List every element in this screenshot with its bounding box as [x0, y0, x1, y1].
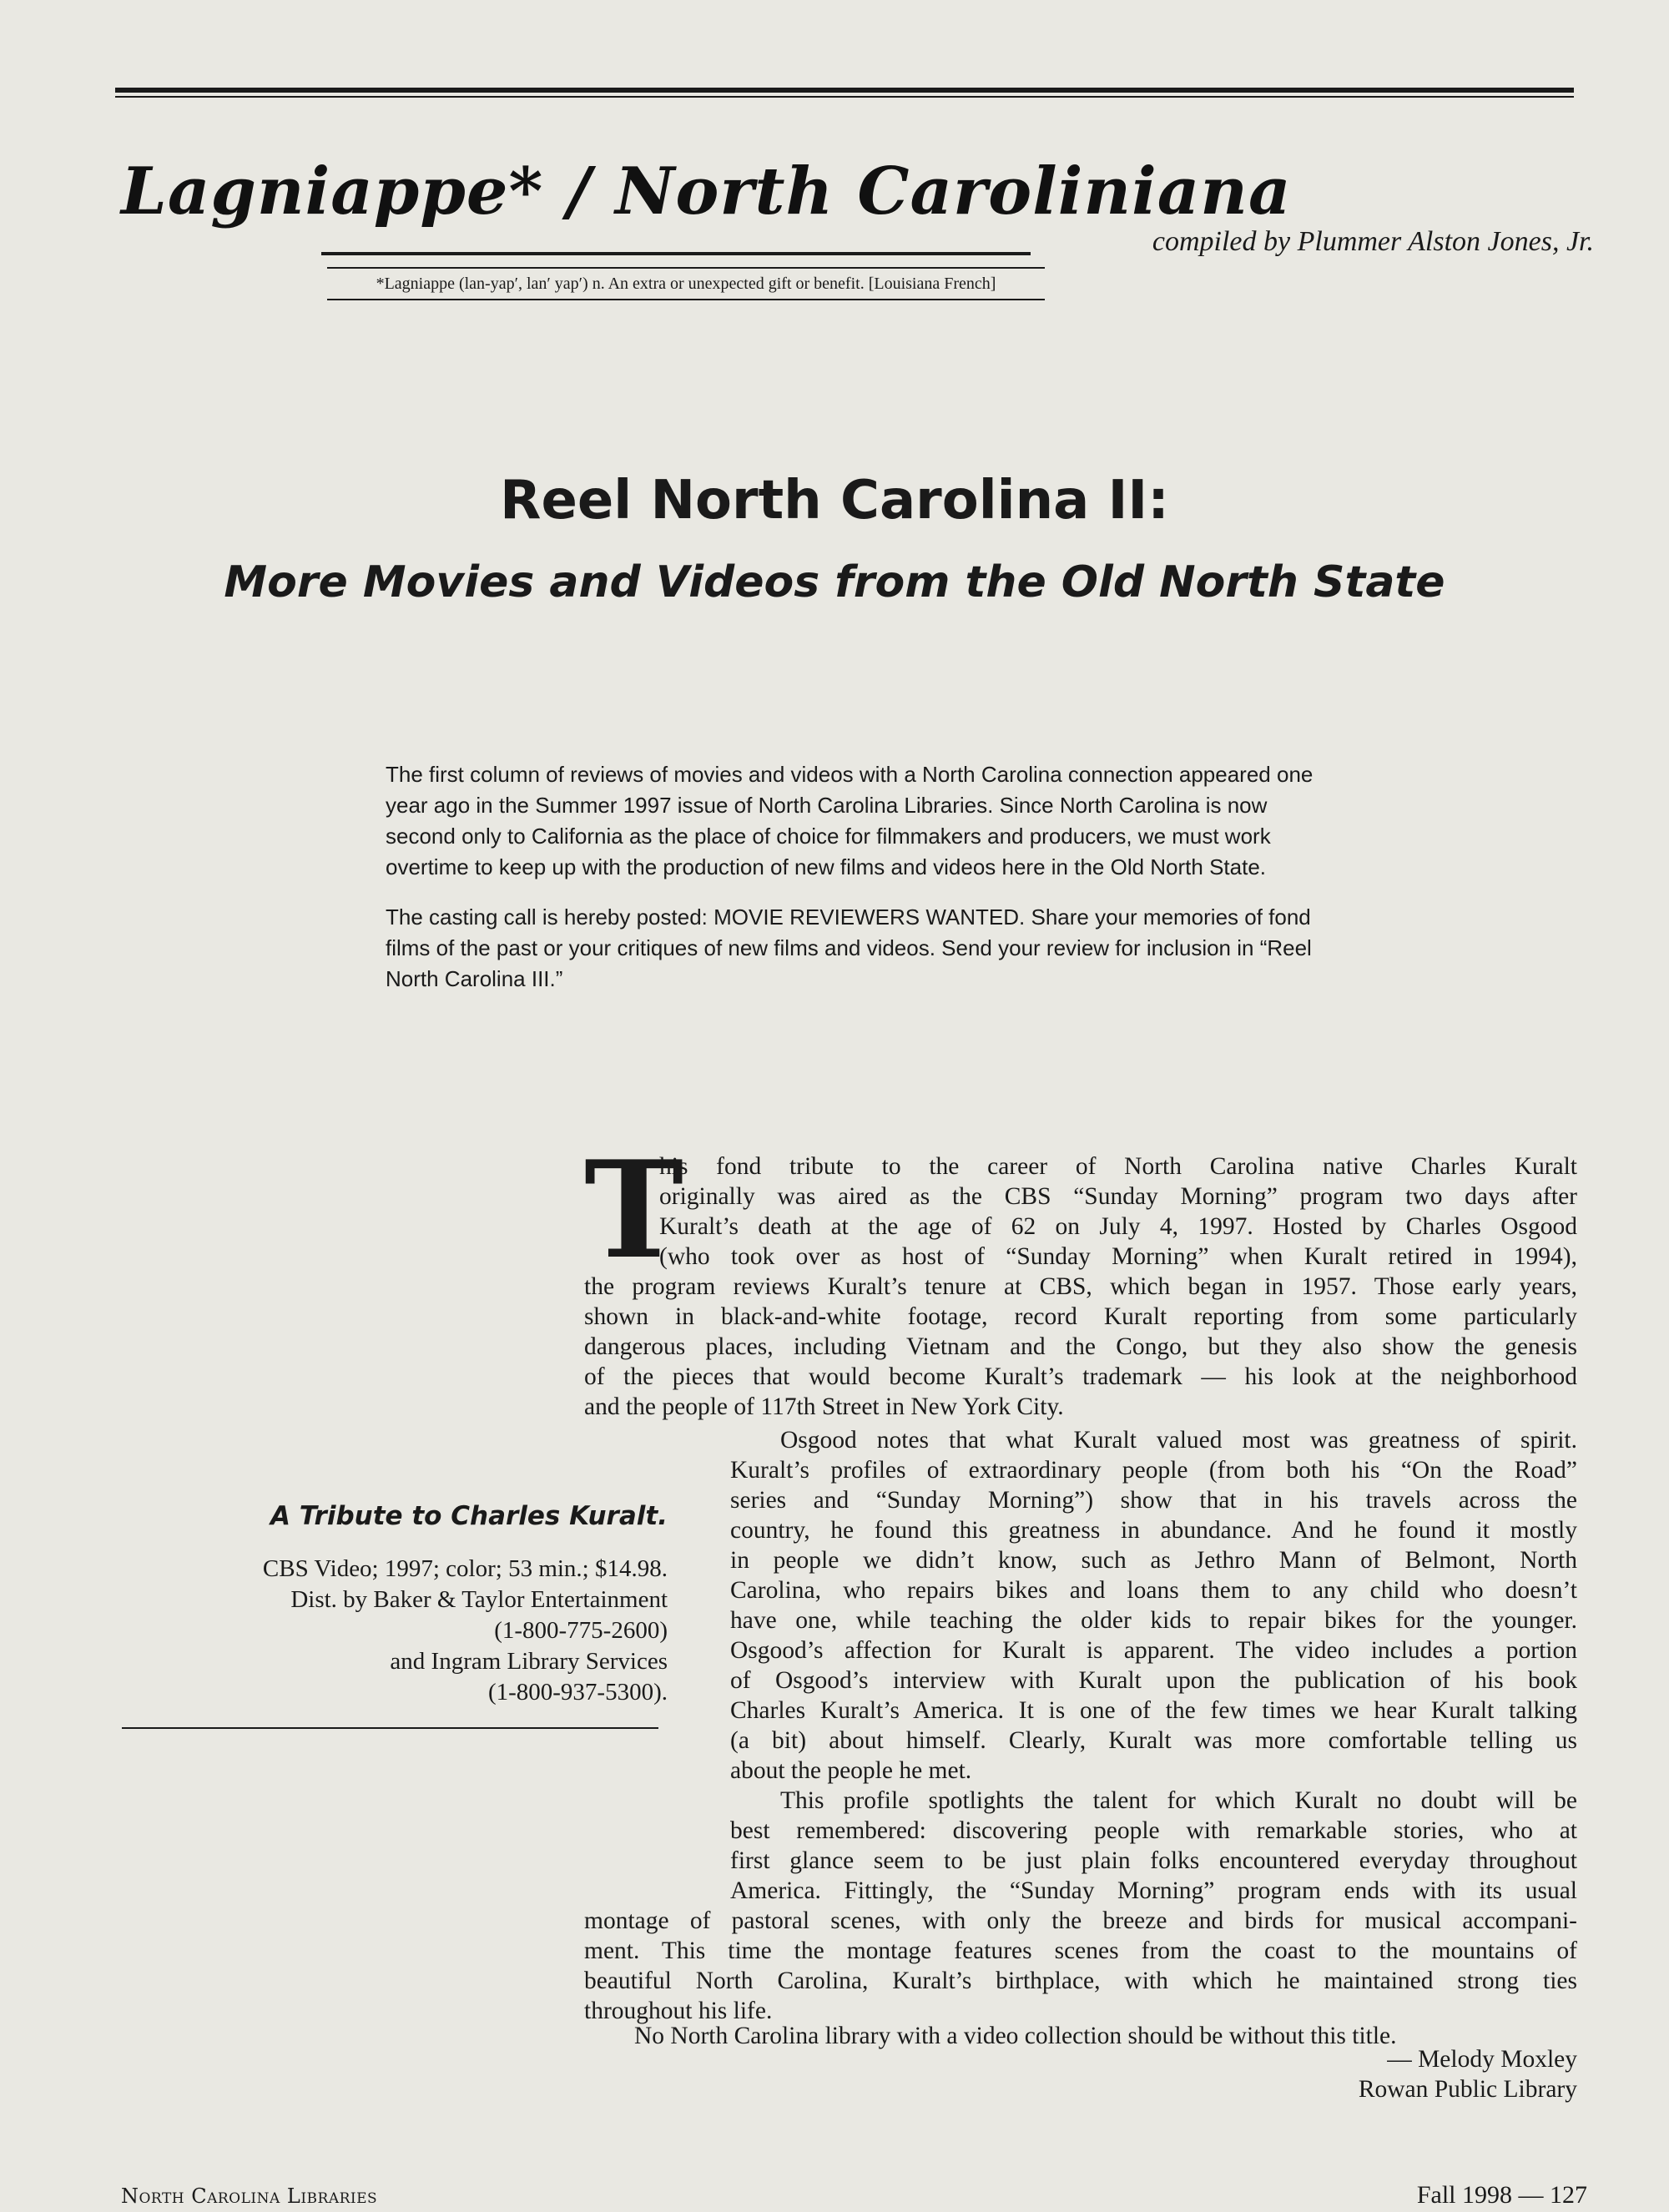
review-line: Carolina, who repairs bikes and loans them to any child who doesn’t: [730, 1577, 1577, 1604]
review-line: No North Carolina library with a video collection should be without this title.: [634, 2023, 1397, 2049]
review-line: Charles Kuralt’s America. It is one of the few times we hear Kuralt talking: [730, 1697, 1577, 1724]
review-line: his fond tribute to the career of North Carolina native Charles Kuralt: [659, 1153, 1577, 1180]
drop-cap: T: [584, 1131, 684, 1288]
review-line: have one, while teaching the older kids to repair bikes for the younger.: [730, 1607, 1577, 1634]
masthead-underline: [321, 252, 1031, 255]
citation-line: (1-800-937-5300).: [487, 1679, 668, 1706]
header-rule: [115, 88, 1574, 93]
issue-page: Fall 1998 — 127: [1416, 2181, 1587, 2209]
review-line: of Osgood’s interview with Kuralt upon the publication of his book: [730, 1667, 1577, 1694]
review-line: Osgood’s affection for Kuralt is apparent. The video includes a portion: [730, 1637, 1577, 1664]
article-subtitle: More Movies and Videos from the Old North State: [224, 557, 1445, 607]
citation-line: (1-800-775-2600): [494, 1617, 668, 1644]
review-title: A Tribute to Charles Kuralt.: [270, 1501, 668, 1531]
citation-line: and Ingram Library Services: [390, 1648, 668, 1675]
header-rule-thin: [115, 96, 1574, 98]
article-title: Reel North Carolina II:: [500, 470, 1169, 532]
review-line: Kuralt’s profiles of extraordinary people (from both his “On the Road”: [730, 1457, 1577, 1484]
review-line: originally was aired as the CBS “Sunday Morning” program two days after: [659, 1183, 1577, 1210]
review-line: country, he found this greatness in abundance. And he found it mostly: [730, 1517, 1577, 1544]
review-line: (a bit) about himself. Clearly, Kuralt was more comfortable telling us: [730, 1727, 1577, 1754]
review-line: first glance seem to be just plain folks encountered everyday throughout: [730, 1847, 1577, 1874]
journal-name: North Carolina Libraries: [121, 2184, 378, 2208]
compiled-by: compiled by Plummer Alston Jones, Jr.: [1152, 226, 1594, 257]
review-line: beautiful North Carolina, Kuralt’s birthplace, with which he maintained strong ties: [584, 1968, 1577, 1994]
sidebar-rule: [122, 1727, 658, 1729]
review-line: dangerous places, including Vietnam and the Congo, but they also show the genesis: [584, 1333, 1577, 1360]
intro-paragraph-1: The first column of reviews of movies and videos with a North Carolina connection appeared one year ago in the Summer 1997 issue of North Carolina Libraries. Since North Carolina is now second only to California as the place of choice for filmmakers and producers, we must work overtime to keep up with the production of new films and videos here in the Old North State.: [386, 762, 1314, 879]
review-line: This profile spotlights the talent for which Kuralt no doubt will be: [780, 1787, 1577, 1814]
reviewer-affiliation: Rowan Public Library: [1358, 2076, 1577, 2103]
review-line: the program reviews Kuralt’s tenure at CBS, which began in 1957. Those early years,: [584, 1273, 1577, 1300]
review-line: about the people he met.: [730, 1757, 972, 1784]
review-line: best remembered: discovering people with remarkable stories, who at: [730, 1817, 1577, 1844]
review-line: montage of pastoral scenes, with only the breeze and birds for musical accompani-: [584, 1907, 1577, 1934]
review-citation: [117, 1554, 668, 1708]
review-line: throughout his life.: [584, 1998, 773, 2024]
review-line: and the people of 117th Street in New York City.: [584, 1393, 1064, 1420]
review-line: Osgood notes that what Kuralt valued most was greatness of spirit.: [780, 1427, 1577, 1454]
review-line: ment. This time the montage features scenes from the coast to the mountains of: [584, 1937, 1577, 1964]
review-line: in people we didn’t know, such as Jethro Mann of Belmont, North: [730, 1547, 1577, 1574]
review-line: Kuralt’s death at the age of 62 on July 4, 1997. Hosted by Charles Osgood: [659, 1213, 1577, 1240]
review-line: (who took over as host of “Sunday Morning” when Kuralt retired in 1994),: [659, 1243, 1577, 1270]
citation-line: CBS Video; 1997; color; 53 min.; $14.98.: [262, 1555, 668, 1582]
review-line: of the pieces that would become Kuralt’s trademark — his look at the neighborhood: [584, 1363, 1577, 1390]
review-line: series and “Sunday Morning”) show that in his travels across the: [730, 1487, 1577, 1514]
review-line: America. Fittingly, the “Sunday Morning” program ends with its usual: [730, 1877, 1577, 1904]
review-line: shown in black-and-white footage, record Kuralt reporting from some particularly: [584, 1303, 1577, 1330]
masthead: Lagniappe* / North Caroliniana: [121, 154, 1292, 229]
intro-paragraph-2: The casting call is hereby posted: MOVIE REVIEWERS WANTED. Share your memories of fond films of the past or your critiques of new films and videos. Send your review for inclusion in “Reel North Carolina III.”: [386, 904, 1312, 991]
intro-text: [386, 759, 1320, 1014]
citation-line: Dist. by Baker & Taylor Entertainment: [290, 1586, 668, 1613]
reviewer-name: — Melody Moxley: [1387, 2046, 1577, 2073]
lagniappe-footnote: *Lagniappe (lan-yap′, lan′ yap′) n. An extra or unexpected gift or benefit. [Louisiana French]: [327, 267, 1045, 300]
